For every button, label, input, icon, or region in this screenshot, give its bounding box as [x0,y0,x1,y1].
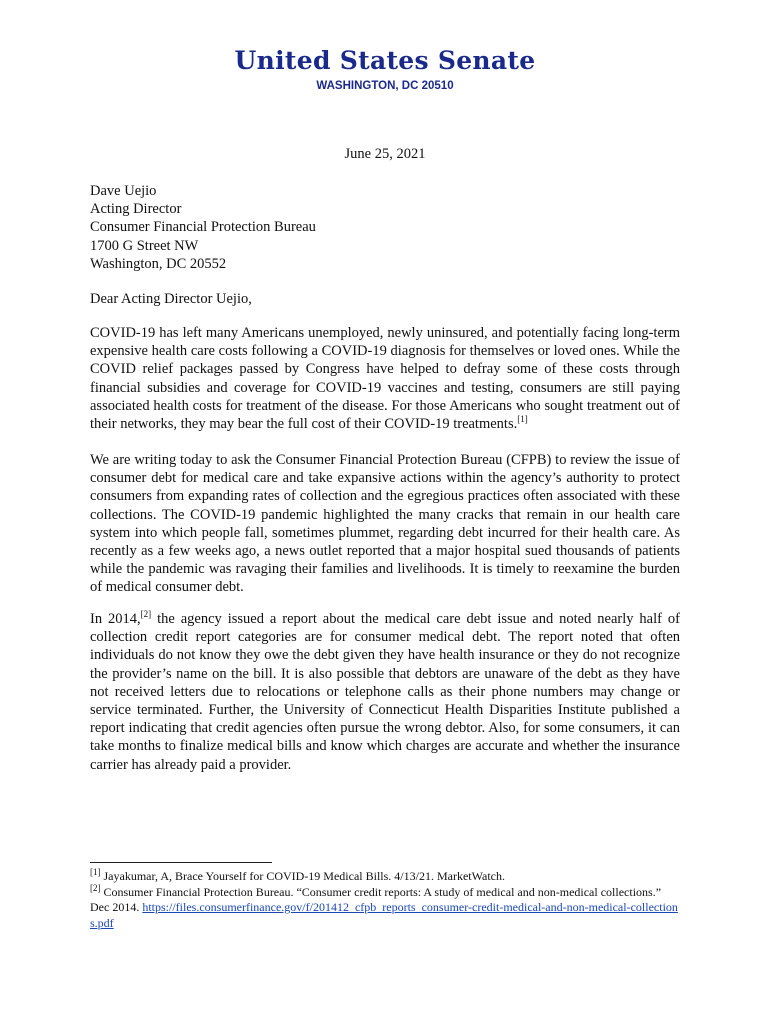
senate-address: WASHINGTON, DC 20510 [316,80,454,92]
recipient-street: 1700 G Street NW [90,237,199,254]
recipient-title: Acting Director [90,201,182,218]
footnote-2-marker: [2] [90,882,101,893]
footnote-2-text: Consumer Financial Protection Bureau. “Consumer credit reports: A study of medical and non-medical collections.” Dec 2014. [90,884,662,914]
paragraph-1 [90,324,680,433]
paragraph-3-text: the agency issued a report about the medical care debt issue and noted nearly half of collection credit report categories are for consumer medical debt. The report noted that often individuals do not know they owe the debt given they have health insurance or they do not recognize the provider’s name on the bill. It is also possible that debtors are unaware of the debt as they have not received letters due to relocations or telephone calls as their phone numbers may change or service terminated. Further, the University of Connecticut Health Disparities Institute published a report indicating that credit agencies often pursue the wrong debtor. Also, for some consumers, it can take months to finalize medical bills and know which charges are accurate and whether the insurance carrier has already paid a provider. [90,611,680,773]
footnote-2 [90,882,680,932]
footnote-1-marker: [1] [90,867,101,877]
footnotes [90,869,680,931]
salutation: Dear Acting Director Uejio, [90,291,252,307]
paragraph-1-text: COVID-19 has left many Americans unemployed, newly uninsured, and potentially facing long-term expensive health care costs following a COVID-19 diagnosis for themselves or loved ones. While the COVID relief packages passed by Congress have helped to defray some of these costs through financial subsidies and coverage for COVID-19 vaccines and testing, consumers are still paying associated health costs for treatment of the disease. For those Americans who sought treatment out of their networks, they may bear the full cost of their COVID-19 treatments. [90,325,680,433]
footnote-ref-1[interactable]: [1] [517,414,528,425]
footnote-2-link[interactable]: https://files.consumerfinance.gov/f/201412_cfpb_reports_consumer-credit-medical-and-non-medical-collections.pdf [90,900,678,930]
letter-date: June 25, 2021 [344,146,426,162]
paragraph-3 [90,610,680,774]
recipient-address [90,182,680,273]
letterhead [0,46,770,94]
footnote-1 [90,869,680,885]
recipient-city: Washington, DC 20552 [90,255,227,272]
recipient-name: Dave Uejio [90,183,157,199]
paragraph-3-lead: In 2014, [90,611,141,627]
recipient-org: Consumer Financial Protection Bureau [90,219,316,236]
footnote-ref-2[interactable]: [2] [140,609,152,620]
paragraph-2: We are writing today to ask the Consumer Financial Protection Bureau (CFPB) to review the issue of consumer debt for medical care and take expansive actions within the agency’s authority to protect consumers from expanding rates of collection and the egregious practices often associated with these collections. The COVID-19 pandemic highlighted the many cracks that remain in our health care system into which people fall, sometimes plummet, regarding debt incurred for their health care. As recently as a few weeks ago, a news outlet reported that a major hospital sued thousands of patients while the pandemic was ravaging their families and livelihoods. It is timely to reexamine the burden of medical consumer debt. [90,452,680,596]
footnote-1-text: Jayakumar, A, Brace Yourself for COVID-19 Medical Bills. 4/13/21. MarketWatch. [100,869,505,883]
senate-title: United States Senate [234,46,536,75]
footnote-divider [90,862,272,863]
